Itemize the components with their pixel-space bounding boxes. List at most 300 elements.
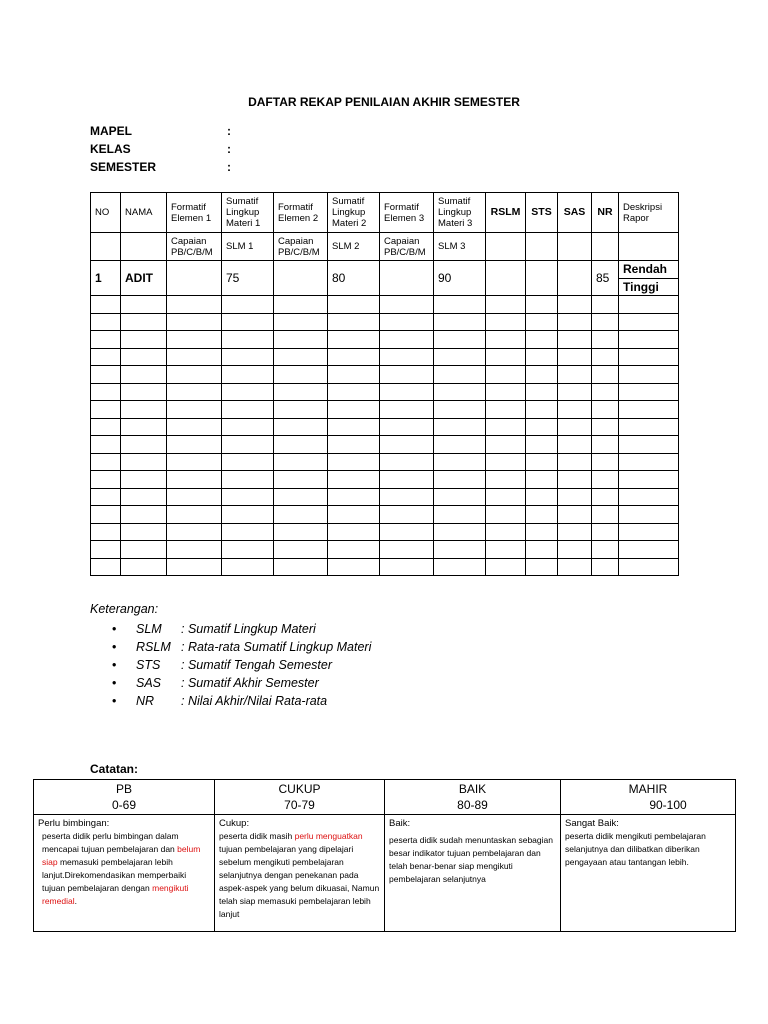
empty-cell [526,313,558,331]
header-formatif-1: Formatif Elemen 1 [167,193,222,233]
empty-cell [486,453,526,471]
empty-cell [222,541,274,559]
empty-cell [558,436,592,454]
empty-cell [592,436,619,454]
empty-cell [274,418,328,436]
desc-title: Baik: [389,818,411,829]
keterangan-abbr: SAS [136,676,162,690]
empty-cell [619,418,679,436]
empty-cell [328,541,380,559]
keterangan-desc: : Nilai Akhir/Nilai Rata-rata [181,694,328,708]
subheader-slm-3: SLM 3 [434,233,486,261]
empty-cell [526,401,558,419]
cell-slm-1: 75 [222,261,274,296]
empty-cell [121,436,167,454]
empty-cell [222,471,274,489]
keterangan-title: Keterangan: [90,602,159,616]
empty-cell [434,401,486,419]
empty-cell [434,558,486,576]
meta-kelas [90,142,231,156]
empty-cell [486,541,526,559]
subheader-capaian-3: Capaian PB/C/B/M [380,233,434,261]
empty-cell [274,366,328,384]
empty-cell [380,471,434,489]
empty-cell [526,383,558,401]
empty-cell [380,296,434,314]
level-pb [34,780,215,815]
empty-cell [526,541,558,559]
cell-no: 1 [91,261,121,296]
empty-cell [167,488,222,506]
empty-cell [328,401,380,419]
empty-cell [91,401,121,419]
desc-title: Perlu bimbingan: [38,818,110,829]
level-name: MAHIR [628,782,668,796]
empty-cell [167,541,222,559]
empty-cell [558,348,592,366]
bullet: • [112,694,117,708]
empty-cell [91,366,121,384]
empty-cell [91,506,121,524]
level-range: 70-79 [284,798,315,812]
empty-cell [619,523,679,541]
empty-cell [91,453,121,471]
empty-cell [167,401,222,419]
empty-cell [592,383,619,401]
keterangan-abbr: RSLM [136,640,171,654]
empty-cell [592,401,619,419]
desc-highlight: perlu menguatkan [294,831,363,841]
level-name: PB [115,782,132,796]
cell-nama: ADIT [121,261,167,296]
keterangan-desc: : Rata-rata Sumatif Lingkup Materi [181,640,372,654]
table-row [91,401,679,419]
cell-nr: 85 [592,261,619,296]
empty-cell [558,296,592,314]
empty-cell [274,313,328,331]
empty-cell [486,401,526,419]
empty-cell [558,418,592,436]
meta-label: SEMESTER [90,160,157,174]
meta-label: MAPEL [90,124,132,138]
list-item [112,692,371,710]
empty-cell [619,401,679,419]
desc-highlight: mengikuti remedial [42,883,189,906]
empty-cell [121,471,167,489]
empty-cell [380,506,434,524]
empty-cell [619,453,679,471]
empty-cell [167,558,222,576]
table-row [91,348,679,366]
empty-cell [274,523,328,541]
meta-sep: : [227,160,231,174]
desc-mahir [561,815,736,932]
empty-cell [434,488,486,506]
empty-cell [558,506,592,524]
empty-cell [328,558,380,576]
desc-cukup [215,815,385,932]
empty-cell [222,348,274,366]
cell-slm-3: 90 [434,261,486,296]
empty-cell [328,313,380,331]
empty-cell [328,296,380,314]
empty-cell [328,383,380,401]
empty-cell [526,348,558,366]
empty-cell [619,348,679,366]
empty-cell [558,331,592,349]
empty-cell [222,313,274,331]
table-row [91,471,679,489]
bullet: • [112,622,117,636]
empty-cell [434,541,486,559]
table-row [91,331,679,349]
empty-cell [486,383,526,401]
empty-cell [434,506,486,524]
empty-cell [619,296,679,314]
empty-cell [167,366,222,384]
desc-text: peserta didik masih [219,831,295,841]
empty-cell [558,383,592,401]
bullet: • [112,640,117,654]
header-nr: NR [592,193,619,233]
table-row [91,523,679,541]
empty-cell [274,541,328,559]
empty-cell [328,366,380,384]
empty-cell [434,523,486,541]
cell-slm-2: 80 [328,261,380,296]
empty-cell [121,523,167,541]
empty-cell [592,453,619,471]
keterangan-abbr: STS [136,658,161,672]
empty-cell [167,418,222,436]
empty-cell [274,348,328,366]
empty-cell [558,401,592,419]
header-sas: SAS [558,193,592,233]
empty-cell [592,296,619,314]
empty-cell [222,401,274,419]
table-row [91,383,679,401]
empty-cell [91,541,121,559]
header-sumatif-1: Sumatif Lingkup Materi 1 [222,193,274,233]
level-cukup [215,780,385,815]
empty-cell [328,418,380,436]
keterangan-abbr: NR [136,694,155,708]
empty-cell [619,436,679,454]
table-row [91,418,679,436]
empty-cell [434,296,486,314]
empty-cell [592,541,619,559]
empty-cell [558,471,592,489]
empty-cell [380,401,434,419]
empty-cell [91,313,121,331]
empty-cell [274,453,328,471]
empty-cell [558,313,592,331]
empty-cell [380,558,434,576]
level-baik [385,780,561,815]
empty-cell [486,488,526,506]
empty-cell [486,558,526,576]
desc-text: . [74,896,77,906]
empty-cell [222,488,274,506]
empty-cell [558,558,592,576]
empty-cell [91,331,121,349]
list-item [112,620,371,638]
empty-cell [222,296,274,314]
page-title: DAFTAR REKAP PENILAIAN AKHIR SEMESTER [248,95,520,109]
desc-text: peserta didik sudah menuntaskan sebagian besar indikator tujuan pembelajaran dan telah benar-benar siap mengikuti pembelajaran selanjutnya [389,835,553,884]
empty-cell [121,453,167,471]
empty-cell [434,348,486,366]
empty-cell [592,366,619,384]
empty-cell [558,366,592,384]
empty-cell [592,348,619,366]
empty-cell [328,331,380,349]
table-row [91,261,679,296]
empty-cell [121,313,167,331]
empty-cell [167,348,222,366]
empty-cell [274,488,328,506]
empty-cell [328,471,380,489]
cell-deskripsi [619,261,679,296]
empty-cell [222,558,274,576]
empty-cell [486,471,526,489]
desc-title: Cukup: [219,818,250,829]
level-range: 90-100 [649,798,687,812]
empty-cell [121,401,167,419]
bullet: • [112,676,117,690]
empty-cell [486,418,526,436]
empty-cell [328,436,380,454]
empty-cell [121,296,167,314]
empty-cell [592,523,619,541]
list-item [112,674,371,692]
meta-sep: : [227,142,231,156]
empty-cell [222,506,274,524]
desc-highlight: belum siap [42,844,201,867]
level-range: 80-89 [457,798,488,812]
empty-cell [167,506,222,524]
subheader-capaian-2: Capaian PB/C/B/M [274,233,328,261]
empty-cell [167,436,222,454]
empty-cell [167,383,222,401]
empty-cell [486,366,526,384]
empty-cell [91,488,121,506]
empty-cell [121,418,167,436]
empty-cell [121,506,167,524]
meta-sep: : [227,124,231,138]
table-row [91,313,679,331]
empty-cell [486,523,526,541]
empty-cell [328,453,380,471]
empty-cell [222,383,274,401]
empty-cell [380,331,434,349]
desc-text: peserta didik perlu bimbingan dalam mencapai tujuan pembelajaran dan [42,831,179,854]
empty-cell [121,558,167,576]
empty-cell [380,418,434,436]
level-name: BAIK [458,782,487,796]
deskripsi-rendah: Rendah [619,261,678,279]
meta-semester [90,160,231,174]
empty-cell [274,436,328,454]
empty-cell [91,296,121,314]
empty-cell [328,348,380,366]
empty-cell [526,366,558,384]
empty-cell [167,331,222,349]
empty-cell [328,488,380,506]
empty-cell [619,313,679,331]
table-row [91,436,679,454]
empty-cell [91,471,121,489]
empty-cell [121,366,167,384]
empty-cell [91,383,121,401]
level-range: 0-69 [111,798,137,812]
rekap-table [90,192,679,576]
empty-cell [121,488,167,506]
table-row [91,541,679,559]
header-sumatif-3: Sumatif Lingkup Materi 3 [434,193,486,233]
keterangan-desc: : Sumatif Lingkup Materi [181,622,316,636]
empty-cell [380,541,434,559]
empty-cell [592,471,619,489]
empty-cell [274,296,328,314]
empty-cell [486,348,526,366]
empty-cell [526,436,558,454]
empty-cell [91,348,121,366]
empty-cell [558,453,592,471]
empty-cell [222,331,274,349]
level-name: CUKUP [278,782,321,796]
keterangan-abbr: SLM [136,622,162,636]
table-row [91,366,679,384]
empty-cell [526,488,558,506]
empty-cell [167,523,222,541]
empty-cell [526,506,558,524]
empty-cell [91,418,121,436]
table-row [91,558,679,576]
level-mahir [561,780,736,815]
empty-cell [619,541,679,559]
header-nama: NAMA [121,193,167,233]
empty-cell [222,436,274,454]
catatan-title: Catatan: [90,762,139,776]
desc-pb [34,815,215,932]
empty-cell [619,506,679,524]
empty-cell [558,541,592,559]
empty-cell [619,471,679,489]
empty-cell [380,453,434,471]
meta-mapel [90,124,231,138]
desc-text: tujuan pembelajaran yang dipelajari sebelum mengikuti pembelajaran selanjutnya dengan penekanan pada aspek-aspek yang belum dikuasai, Namun telah siap memasuki pembelajaran lebih lanjut [219,844,380,919]
keterangan-desc: : Sumatif Tengah Semester [181,658,333,672]
desc-text: peserta didik mengikuti pembelajaran selanjutnya dan dilibatkan diberikan pengayaan atau tantangan lebih. [565,831,706,867]
empty-cell [167,313,222,331]
table-row [91,453,679,471]
empty-cell [274,383,328,401]
empty-cell [434,313,486,331]
header-sumatif-2: Sumatif Lingkup Materi 2 [328,193,380,233]
empty-cell [486,331,526,349]
list-item [112,656,371,674]
subheader-slm-1: SLM 1 [222,233,274,261]
list-item [112,638,371,656]
empty-cell [91,436,121,454]
empty-cell [592,506,619,524]
desc-title: Sangat Baik: [565,818,619,829]
empty-cell [167,453,222,471]
empty-cell [121,541,167,559]
empty-cell [619,383,679,401]
header-sts: STS [526,193,558,233]
empty-cell [222,453,274,471]
subheader-slm-2: SLM 2 [328,233,380,261]
keterangan-desc: : Sumatif Akhir Semester [181,676,319,690]
header-no: NO [91,193,121,233]
empty-cell [274,558,328,576]
empty-cell [526,418,558,436]
empty-cell [486,313,526,331]
empty-cell [274,471,328,489]
header-deskripsi: Deskripsi Rapor [619,193,679,233]
empty-cell [91,523,121,541]
empty-cell [380,523,434,541]
empty-cell [434,383,486,401]
empty-cell [434,331,486,349]
empty-cell [434,471,486,489]
empty-cell [592,488,619,506]
empty-cell [619,366,679,384]
desc-baik [385,815,561,932]
empty-cell [526,523,558,541]
catatan-table [33,779,736,932]
desc-text: memasuki pembelajaran lebih lanjut.Direkomendasikan memperbaiki tujuan pembelajaran dengan [42,857,187,893]
empty-cell [380,348,434,366]
empty-cell [222,523,274,541]
empty-cell [121,383,167,401]
keterangan-list [112,620,371,710]
empty-cell [619,558,679,576]
bullet: • [112,658,117,672]
empty-cell [380,488,434,506]
empty-cell [121,331,167,349]
empty-cell [619,331,679,349]
empty-cell [274,331,328,349]
empty-cell [222,418,274,436]
empty-cell [558,523,592,541]
empty-cell [592,558,619,576]
empty-cell [592,331,619,349]
empty-cell [526,471,558,489]
empty-cell [434,366,486,384]
empty-cell [380,366,434,384]
empty-cell [619,488,679,506]
header-rslm: RSLM [486,193,526,233]
empty-cell [434,436,486,454]
deskripsi-tinggi: Tinggi [623,280,659,294]
empty-cell [274,506,328,524]
empty-cell [434,418,486,436]
empty-cell [592,313,619,331]
empty-cell [380,313,434,331]
empty-cell [486,506,526,524]
empty-cell [380,383,434,401]
empty-cell [592,418,619,436]
empty-cell [526,453,558,471]
empty-cell [167,471,222,489]
empty-cell [328,523,380,541]
table-row [91,488,679,506]
empty-cell [434,453,486,471]
empty-cell [526,558,558,576]
